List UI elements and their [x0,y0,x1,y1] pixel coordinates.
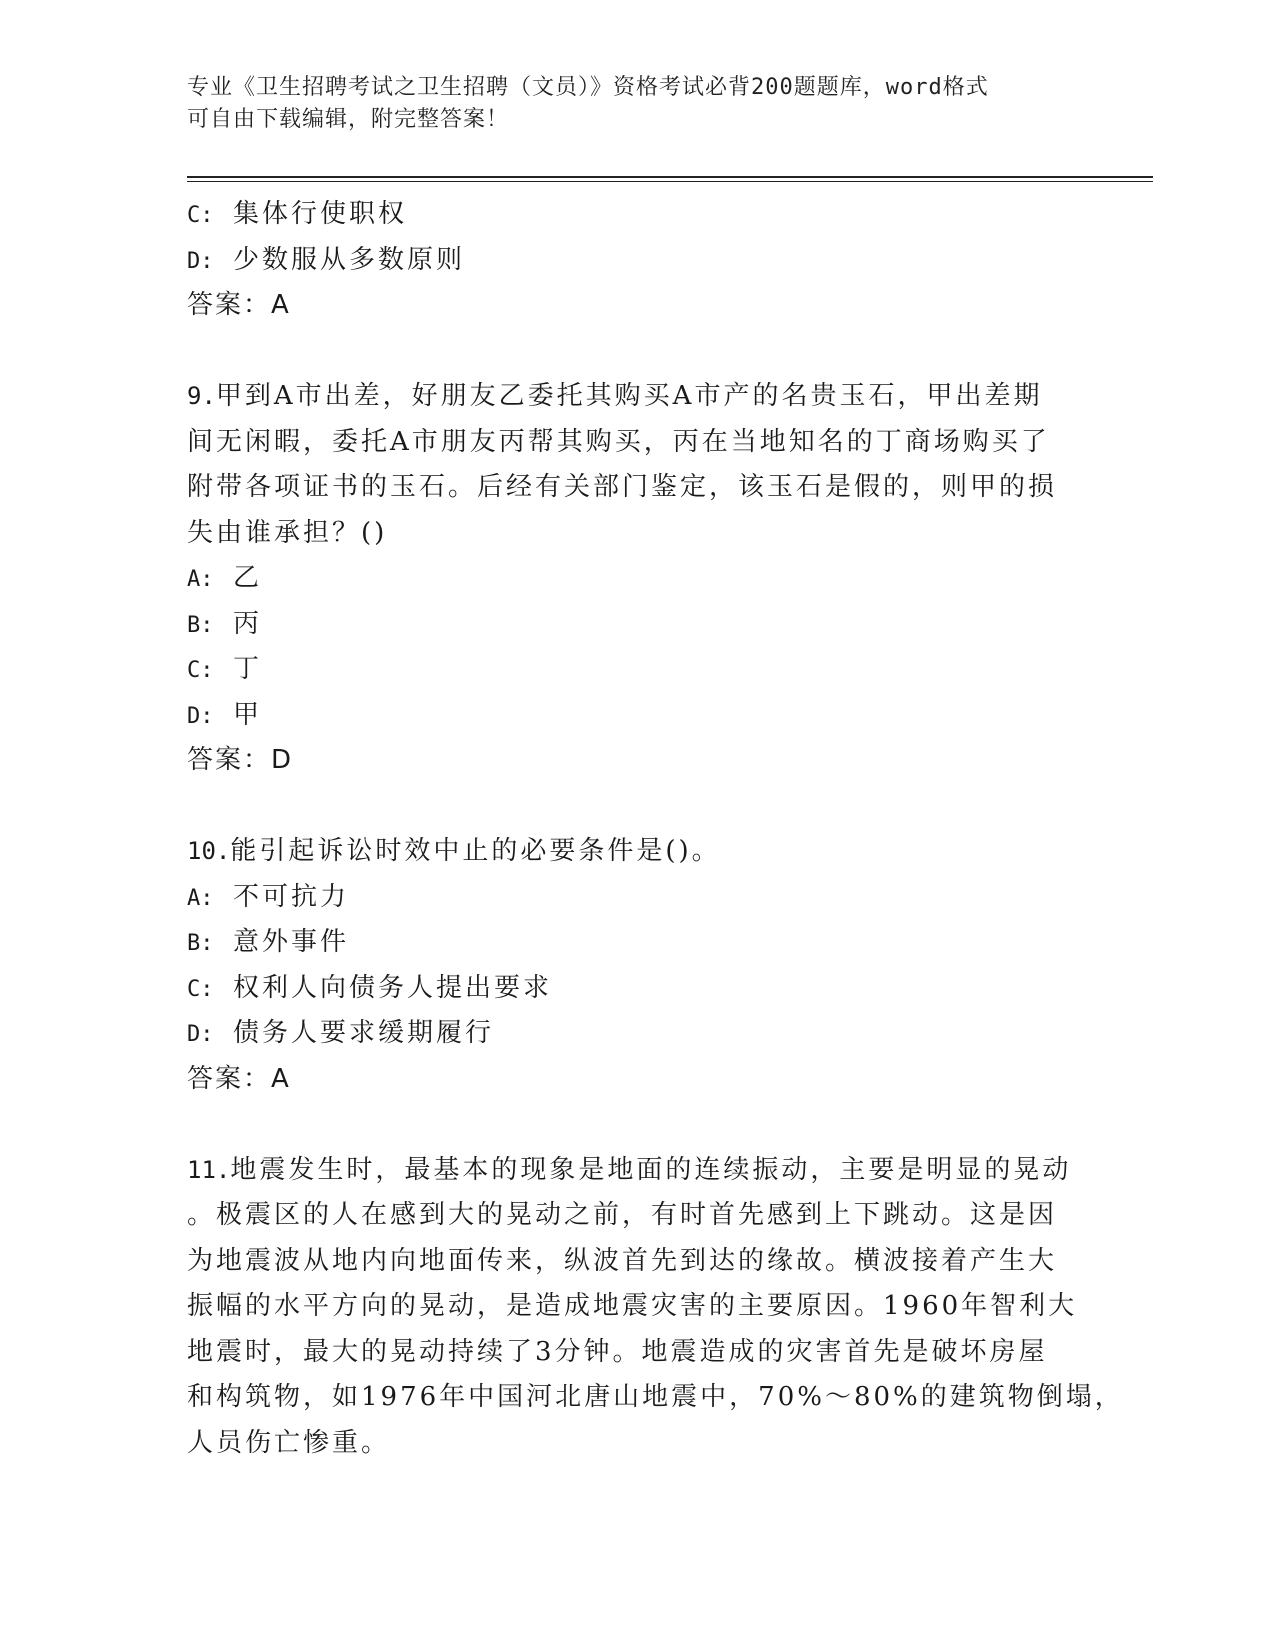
option-letter: A: [187,567,214,592]
option-text: 丁 [233,654,263,684]
question-text: 能引起诉讼时效中止的必要条件是()。 [230,836,721,866]
header-divider-thick [187,176,1153,178]
option-a [187,875,1087,921]
option-b [187,920,1087,966]
option-d [187,693,1087,739]
option-c [187,966,1087,1012]
question-9-line-4: 失由谁承担？() [187,517,388,548]
answer: 答案：A [187,1063,291,1094]
option-letter: C: [187,203,214,228]
option-letter: D: [187,703,214,729]
question-11-line-5: 地震时，最大的晃动持续了3分钟。地震造成的灾害首先是破坏房屋 [187,1336,1048,1367]
question-11-line-1 [187,1148,1087,1194]
question-11-line-2: 。极震区的人在感到大的晃动之前，有时首先感到上下跳动。这是因 [187,1200,1058,1230]
header-divider-thin [187,181,1153,182]
option-text: 少数服从多数原则 [233,244,466,275]
option-text: 乙 [233,563,263,593]
option-text: 债务人要求缓期履行 [233,1018,495,1048]
document-body [187,192,1124,1466]
option-letter: D: [187,248,214,274]
option-letter: B: [187,931,214,956]
question-number: 9. [187,382,216,410]
option-letter: A: [187,885,214,911]
option-letter: C: [187,658,214,683]
question-9-line-3: 附带各项证书的玉石。后经有关部门鉴定，该玉石是假的，则甲的损 [187,472,1058,502]
option-c [187,192,1087,238]
answer: 答案：D [187,745,294,775]
option-text: 集体行使职权 [233,199,408,229]
option-text: 不可抗力 [233,881,350,912]
question-11-line-7: 人员伤亡惨重。 [187,1427,391,1458]
option-d [187,1011,1087,1057]
option-text: 权利人向债务人提出要求 [233,972,553,1003]
question-9-line-2: 间无闲暇，委托A市朋友丙帮其购买，丙在当地知名的丁商场购买了 [187,426,1050,457]
question-number: 10. [187,837,231,865]
question-9-line-1 [187,374,1087,420]
question-11-line-3: 为地震波从地内向地面传来，纵波首先到达的缘故。横波接着产生大 [187,1245,1058,1276]
option-letter: B: [187,612,214,638]
option-text: 丙 [233,608,263,639]
question-10 [187,829,1087,875]
document-header [187,72,1067,136]
option-text: 甲 [233,699,263,730]
header-line-1: 专业《卫生招聘考试之卫生招聘（文员）》资格考试必背200题题库，word格式 [187,75,989,100]
header-line-2: 可自由下载编辑，附完整答案！ [187,107,510,132]
option-letter: C: [187,976,214,1002]
option-text: 意外事件 [233,927,350,957]
option-c [187,647,1087,693]
question-11-line-4: 振幅的水平方向的晃动，是造成地震灾害的主要原因。1960年智利大 [187,1291,1078,1321]
option-b [187,602,1087,648]
question-text: 甲到A市出差，好朋友乙委托其购买A市产的名贵玉石，甲出差期 [215,381,1043,411]
option-d [187,238,1087,284]
question-text: 地震发生时，最基本的现象是地面的连续振动，主要是明显的晃动 [230,1154,1072,1185]
option-letter: D: [187,1022,214,1047]
question-11-line-6: 和构筑物，如1976年中国河北唐山地震中，70%～80%的建筑物倒塌， [187,1382,1124,1412]
option-a [187,556,1087,602]
question-number: 11. [187,1155,231,1184]
answer: 答案：A [187,290,291,320]
